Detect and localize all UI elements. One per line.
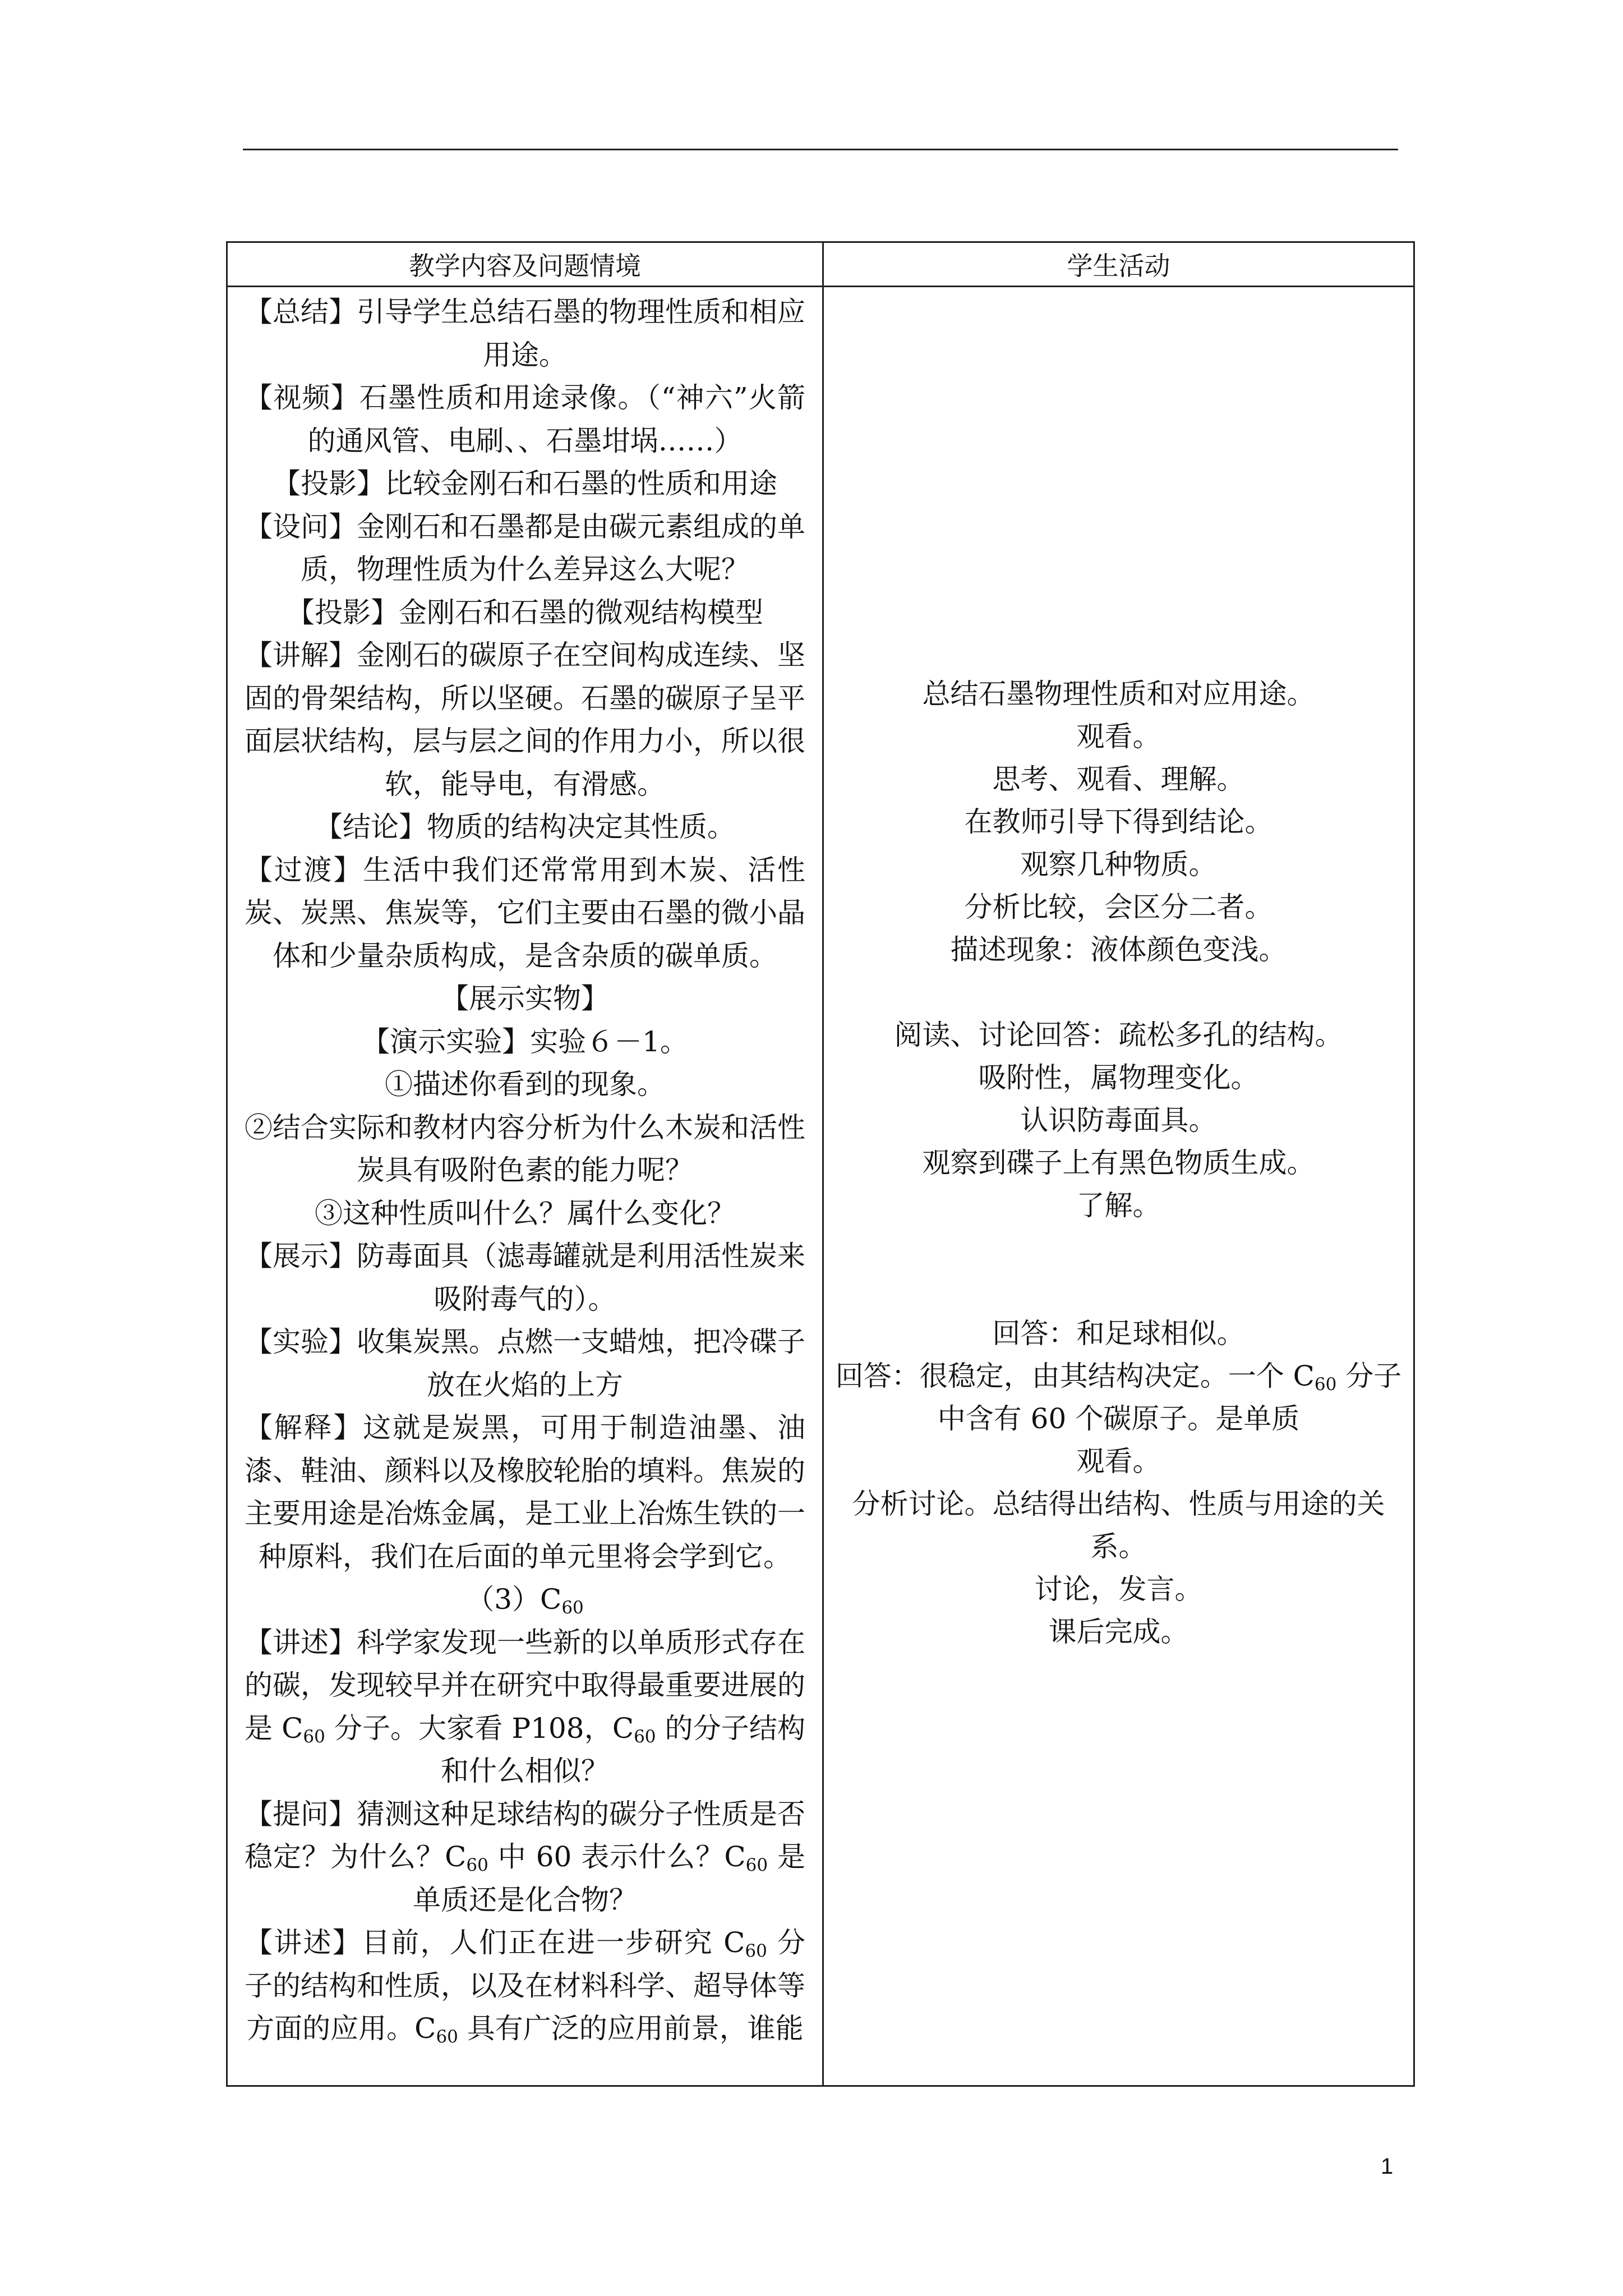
activity-discuss-speak: 讨论，发言。 <box>1034 1573 1203 1605</box>
paragraph-transition: 【过渡】生活中我们还常常用到木炭、活性炭、炭黑、焦炭等，它们主要由石墨的微小晶体和少量杂质构成，是含杂质的碳单质。 <box>245 853 805 972</box>
lesson-table <box>226 241 1415 2087</box>
table-header-row <box>227 242 1414 287</box>
page-number: 1 <box>1381 2154 1394 2179</box>
paragraph-conclusion: 【结论】物质的结构决定其性质。 <box>315 811 735 843</box>
paragraph-demo-experiment: 【演示实验】实验６－1。 <box>362 1025 688 1058</box>
activity-read-discuss: 阅读、讨论回答：疏松多孔的结构。 <box>894 1019 1343 1051</box>
activity-conclude: 在教师引导下得到结论。 <box>964 806 1273 838</box>
paragraph-c60-research: 【讲述】目前，人们正在进一步研究 $C_{60}$ 分子的结构和性质，以及在材料科学、超导体等方面的应用。$C_{60}$ 具有广泛的应用前景，谁能 <box>245 1926 805 2047</box>
paragraph-interpretation: 【解释】这就是炭黑，可用于制造油墨、油漆、鞋油、颜料以及橡胶轮胎的填料。焦炭的主要用途是冶炼金属，是工业上冶炼生铁的一种原料，我们在后面的单元里将会学到它。 <box>245 1411 805 1573</box>
activity-adsorption: 吸附性，属物理变化。 <box>978 1061 1259 1094</box>
header-teaching-content: 教学内容及问题情境 <box>227 242 823 287</box>
activity-understand: 了解。 <box>1076 1189 1161 1222</box>
activity-gas-mask: 认识防毒面具。 <box>1020 1104 1217 1137</box>
activity-after-class: 课后完成。 <box>1048 1616 1189 1648</box>
paragraph-c60-narration: 【讲述】科学家发现一些新的以单质形式存在的碳，发现较早并在研究中取得最重要进展的是 $C_{60}$ 分子。大家看 P108，$C_{60}$ 的分子结构和什么相似？ <box>245 1626 805 1787</box>
paragraph-c60-heading: $(3)C_{60}$ <box>466 1583 584 1618</box>
activity-answer-stable: 回答：很稳定，由其结构决定。一个 $C_{60}$ 分子中含有 60 个碳原子。是单质 <box>835 1360 1402 1435</box>
paragraph-item-2: ②结合实际和教材内容分析为什么木炭和活性炭具有吸附色素的能力呢？ <box>245 1111 805 1186</box>
activity-describe: 描述现象：液体颜色变浅。 <box>950 933 1287 966</box>
paragraph-gas-mask: 【展示】防毒面具（滤毒罐就是利用活性炭来吸附毒气的）。 <box>245 1240 805 1315</box>
activity-watch-2: 观看。 <box>1076 1445 1161 1478</box>
activity-analyze: 分析讨论。总结得出结构、性质与用途的关系。 <box>852 1488 1385 1563</box>
header-student-activity: 学生活动 <box>823 242 1414 287</box>
paragraph-projection-structure: 【投影】金刚石和石墨的微观结构模型 <box>287 596 763 629</box>
activity-think: 思考、观看、理解。 <box>992 763 1245 795</box>
paragraph-item-1: ①描述你看到的现象。 <box>385 1068 665 1101</box>
paragraph-summary: 【总结】引导学生总结石墨的物理性质和相应用途。 <box>245 296 805 371</box>
student-activity-cell <box>823 287 1414 2086</box>
paragraph-question: 【设问】金刚石和石墨都是由碳元素组成的单质，物理性质为什么差异这么大呢？ <box>245 510 805 586</box>
table-body-row <box>227 287 1414 2086</box>
paragraph-video: 【视频】石墨性质和用途录像。（“神六”火箭的通风管、电刷、、石墨坩埚……） <box>245 381 805 457</box>
paragraph-carbon-black-experiment: 【实验】收集炭黑。点燃一支蜡烛，把冷碟子放在火焰的上方 <box>245 1326 805 1401</box>
activity-observe: 观察几种物质。 <box>1020 848 1217 881</box>
header-rule <box>243 149 1398 150</box>
paragraph-explanation: 【讲解】金刚石的碳原子在空间构成连续、坚固的骨架结构，所以坚硬。石墨的碳原子呈平面层状结构，层与层之间的作用力小，所以很软，能导电，有滑感。 <box>245 639 805 800</box>
paragraph-show-objects: 【展示实物】 <box>441 982 609 1015</box>
activity-summarize: 总结石墨物理性质和对应用途。 <box>922 678 1315 710</box>
paragraph-item-3: ③这种性质叫什么？属什么变化？ <box>315 1197 735 1230</box>
activity-compare: 分析比较，会区分二者。 <box>964 891 1273 923</box>
activity-watch: 观看。 <box>1076 720 1161 753</box>
activity-answer-football: 回答：和足球相似。 <box>992 1317 1245 1350</box>
teaching-content-cell <box>227 287 823 2086</box>
paragraph-projection-compare: 【投影】比较金刚石和石墨的性质和用途 <box>273 467 777 500</box>
paragraph-c60-question: 【提问】猜测这种足球结构的碳分子性质是否稳定？为什么？$C_{60}$ 中 60 表示什么？$C_{60}$ 是单质还是化合物？ <box>245 1797 805 1916</box>
activity-observe-dish: 观察到碟子上有黑色物质生成。 <box>922 1147 1315 1179</box>
